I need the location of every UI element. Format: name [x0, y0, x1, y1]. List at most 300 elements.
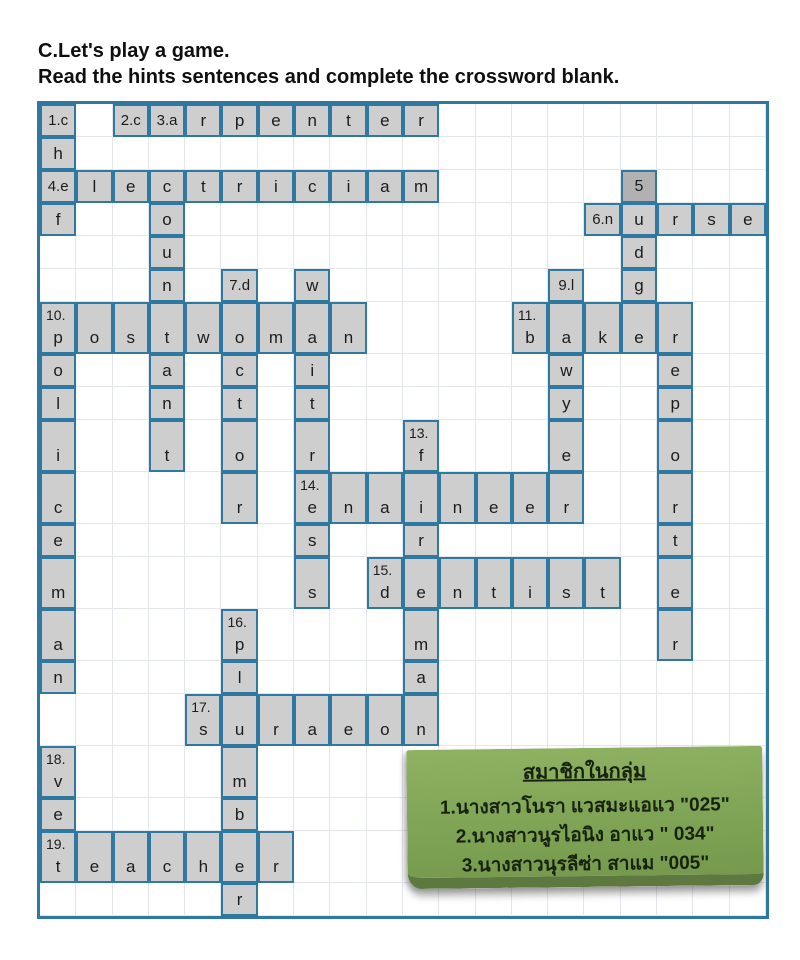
grid-cell-empty — [512, 170, 548, 203]
crossword-cell[interactable] — [221, 104, 257, 137]
crossword-cell[interactable] — [221, 661, 257, 694]
crossword-cell[interactable] — [221, 170, 257, 203]
crossword-cell[interactable] — [221, 746, 257, 798]
crossword-cell[interactable] — [40, 557, 76, 609]
crossword-cell[interactable] — [657, 387, 693, 420]
crossword-cell[interactable] — [221, 694, 257, 746]
grid-cell-empty — [367, 236, 403, 269]
crossword-cell[interactable] — [221, 472, 257, 524]
grid-cell-empty — [221, 236, 257, 269]
cell-letter: f — [418, 446, 424, 465]
cell-letter: t — [672, 531, 678, 550]
crossword-cell[interactable] — [403, 104, 439, 137]
crossword-cell[interactable] — [294, 694, 330, 746]
crossword-cell[interactable] — [512, 472, 548, 524]
crossword-cell[interactable] — [221, 387, 257, 420]
crossword-cell[interactable] — [403, 694, 439, 746]
crossword-cell[interactable] — [185, 694, 221, 746]
crossword-cell[interactable] — [476, 472, 512, 524]
grid-cell-empty — [512, 269, 548, 302]
clue-number: 18. — [46, 751, 66, 767]
grid-cell-empty — [512, 387, 548, 420]
cell-letter: i — [528, 583, 532, 602]
grid-cell-empty — [258, 557, 294, 609]
cell-letter: c — [53, 498, 63, 517]
grid-cell-empty — [258, 269, 294, 302]
grid-cell-empty — [185, 883, 221, 916]
crossword-cell[interactable] — [294, 472, 330, 524]
page-header — [38, 38, 619, 90]
grid-cell-empty — [476, 661, 512, 694]
grid-cell-empty — [621, 694, 657, 746]
cell-letter: a — [307, 328, 317, 347]
crossword-cell[interactable] — [294, 524, 330, 557]
grid-cell-empty — [330, 387, 366, 420]
clue-number-letter: 7.d — [229, 277, 251, 294]
grid-cell-empty — [621, 104, 657, 137]
grid-cell-empty — [76, 137, 112, 170]
crossword-cell[interactable] — [40, 661, 76, 694]
grid-cell-empty — [439, 661, 475, 694]
cell-letter: e — [234, 857, 245, 876]
grid-cell-empty — [113, 354, 149, 387]
grid-cell-empty — [367, 524, 403, 557]
crossword-cell[interactable] — [512, 557, 548, 609]
cell-letter: e — [743, 210, 753, 229]
cell-letter: w — [306, 276, 319, 295]
grid-cell-empty — [76, 798, 112, 831]
grid-cell-empty — [439, 203, 475, 236]
cell-letter: n — [162, 276, 172, 295]
grid-cell-empty — [76, 746, 112, 798]
grid-cell-empty — [113, 694, 149, 746]
grid-cell-empty — [367, 203, 403, 236]
crossword-cell[interactable] — [113, 104, 149, 137]
crossword-cell[interactable] — [439, 557, 475, 609]
crossword-cell[interactable] — [548, 420, 584, 472]
crossword-cell[interactable] — [294, 302, 330, 354]
grid-cell-empty — [693, 354, 729, 387]
cell-letter: r — [236, 890, 243, 909]
cell-letter: t — [164, 446, 170, 465]
grid-cell-empty — [476, 203, 512, 236]
grid-cell-empty — [258, 883, 294, 916]
crossword-cell[interactable] — [584, 302, 620, 354]
crossword-cell[interactable] — [367, 170, 403, 203]
clue-number: 5 — [634, 177, 644, 195]
cell-letter: w — [560, 361, 573, 380]
grid-cell-empty — [512, 137, 548, 170]
crossword-cell[interactable] — [548, 387, 584, 420]
cell-letter: w — [197, 328, 210, 347]
grid-cell-empty — [584, 354, 620, 387]
grid-cell-empty — [330, 798, 366, 831]
grid-cell-empty — [548, 661, 584, 694]
crossword-cell[interactable] — [185, 170, 221, 203]
cell-letter: s — [562, 583, 571, 602]
grid-cell-empty — [330, 609, 366, 661]
grid-cell-empty — [693, 661, 729, 694]
cell-letter: m — [51, 583, 66, 602]
crossword-cell[interactable] — [113, 302, 149, 354]
crossword-cell[interactable] — [657, 557, 693, 609]
grid-cell-empty — [258, 746, 294, 798]
grid-cell-empty — [294, 236, 330, 269]
cell-letter: l — [92, 177, 97, 196]
crossword-cell[interactable] — [221, 609, 257, 661]
grid-cell-empty — [657, 104, 693, 137]
clue-number: 13. — [408, 425, 429, 441]
grid-cell-empty — [512, 354, 548, 387]
clue-number: 10. — [46, 307, 66, 323]
crossword-cell[interactable] — [76, 831, 112, 883]
crossword-cell[interactable] — [367, 472, 403, 524]
clue-number: 16. — [227, 614, 247, 630]
crossword-cell[interactable] — [185, 302, 221, 354]
grid-cell-empty — [40, 236, 76, 269]
grid-cell-empty — [548, 694, 584, 746]
crossword-cell[interactable] — [40, 746, 76, 798]
grid-cell-empty — [730, 354, 766, 387]
crossword-cell[interactable] — [621, 203, 657, 236]
crossword-cell[interactable] — [403, 472, 439, 524]
crossword-cell[interactable] — [621, 236, 657, 269]
grid-cell-empty — [76, 609, 112, 661]
cell-letter: s — [707, 210, 716, 229]
cell-letter: p — [234, 635, 245, 654]
grid-cell-empty — [113, 269, 149, 302]
crossword-cell[interactable] — [657, 420, 693, 472]
crossword-cell[interactable] — [76, 170, 112, 203]
crossword-cell[interactable] — [330, 302, 366, 354]
grid-cell-empty — [730, 387, 766, 420]
crossword-cell[interactable] — [621, 269, 657, 302]
grid-cell-empty — [403, 137, 439, 170]
crossword-cell[interactable] — [40, 170, 76, 203]
crossword-cell[interactable] — [294, 387, 330, 420]
grid-cell-empty — [584, 524, 620, 557]
crossword-cell[interactable] — [258, 694, 294, 746]
grid-cell-empty — [657, 236, 693, 269]
grid-cell-empty — [476, 269, 512, 302]
crossword-cell[interactable] — [221, 420, 257, 472]
grid-cell-empty — [185, 236, 221, 269]
crossword-cell[interactable] — [403, 170, 439, 203]
cell-letter: e — [561, 446, 572, 465]
crossword-cell[interactable] — [40, 798, 76, 831]
grid-cell-empty — [693, 170, 729, 203]
crossword-cell[interactable] — [294, 557, 330, 609]
cell-letter: r — [418, 111, 424, 130]
cell-letter: n — [162, 394, 172, 413]
crossword-cell[interactable] — [548, 557, 584, 609]
grid-cell-empty — [730, 557, 766, 609]
grid-cell-empty — [40, 269, 76, 302]
grid-cell-empty — [584, 694, 620, 746]
crossword-cell[interactable] — [584, 557, 620, 609]
cell-letter: a — [380, 177, 390, 196]
cell-letter: n — [343, 498, 354, 517]
crossword-cell[interactable] — [185, 831, 221, 883]
grid-cell-empty — [221, 524, 257, 557]
grid-cell-empty — [149, 883, 185, 916]
cell-letter: r — [672, 210, 679, 229]
cell-letter: r — [672, 498, 679, 517]
cell-letter: e — [380, 111, 390, 130]
grid-cell-empty — [439, 137, 475, 170]
grid-cell-empty — [693, 557, 729, 609]
cell-letter: m — [268, 328, 284, 347]
crossword-cell[interactable] — [258, 831, 294, 883]
grid-cell-empty — [621, 137, 657, 170]
crossword-cell[interactable] — [221, 798, 257, 831]
crossword-cell[interactable] — [730, 203, 766, 236]
cell-letter: v — [53, 772, 63, 791]
crossword-cell[interactable] — [149, 302, 185, 354]
crossword-cell[interactable] — [439, 472, 475, 524]
grid-cell-empty — [548, 609, 584, 661]
grid-cell-empty — [185, 354, 221, 387]
grid-cell-empty — [149, 609, 185, 661]
cell-letter: e — [53, 805, 63, 824]
crossword-cell[interactable] — [113, 170, 149, 203]
crossword-cell[interactable] — [258, 170, 294, 203]
crossword-cell[interactable] — [294, 269, 330, 302]
cell-letter: r — [309, 446, 316, 465]
grid-cell-empty — [294, 609, 330, 661]
grid-cell-empty — [294, 831, 330, 883]
grid-cell-empty — [512, 661, 548, 694]
grid-cell-empty — [330, 524, 366, 557]
crossword-cell[interactable] — [403, 420, 439, 472]
grid-cell-empty — [439, 302, 475, 354]
crossword-cell[interactable] — [40, 104, 76, 137]
crossword-cell[interactable] — [40, 354, 76, 387]
cell-letter: e — [343, 720, 354, 739]
grid-cell-empty — [693, 524, 729, 557]
crossword-cell[interactable] — [330, 170, 366, 203]
cell-letter: a — [307, 720, 317, 739]
grid-cell-empty — [113, 472, 149, 524]
crossword-cell[interactable] — [657, 472, 693, 524]
crossword-cell[interactable] — [330, 472, 366, 524]
grid-cell-empty — [149, 524, 185, 557]
grid-cell-empty — [258, 236, 294, 269]
grid-cell-empty — [584, 269, 620, 302]
grid-cell-empty — [584, 661, 620, 694]
crossword-cell[interactable] — [40, 203, 76, 236]
grid-cell-empty — [439, 694, 475, 746]
crossword-cell[interactable] — [149, 420, 185, 472]
grid-cell-empty — [367, 354, 403, 387]
crossword-cell[interactable] — [330, 694, 366, 746]
crossword-cell[interactable] — [258, 104, 294, 137]
grid-cell-empty — [476, 420, 512, 472]
crossword-cell[interactable] — [40, 302, 76, 354]
crossword-cell[interactable] — [657, 524, 693, 557]
crossword-cell[interactable] — [221, 302, 257, 354]
cell-letter: e — [416, 583, 426, 602]
crossword-cell[interactable] — [403, 557, 439, 609]
grid-cell-empty — [403, 236, 439, 269]
crossword-cell[interactable] — [548, 269, 584, 302]
grid-cell-empty — [730, 472, 766, 524]
cell-letter: r — [273, 857, 279, 876]
grid-cell-empty — [294, 137, 330, 170]
crossword-cell[interactable] — [40, 831, 76, 883]
crossword-cell[interactable] — [403, 524, 439, 557]
grid-cell-empty — [621, 354, 657, 387]
grid-cell-empty — [76, 472, 112, 524]
grid-cell-empty — [584, 137, 620, 170]
crossword-cell[interactable] — [367, 694, 403, 746]
cell-letter: d — [634, 243, 644, 262]
crossword-cell[interactable] — [294, 420, 330, 472]
crossword-cell[interactable] — [149, 354, 185, 387]
grid-cell-empty — [548, 170, 584, 203]
crossword-cell[interactable] — [294, 170, 330, 203]
clue-number: 17. — [191, 699, 211, 715]
cell-letter: m — [414, 177, 429, 196]
member-line-1: 1.นางสาวโนรา แวสมะแอแว "025" — [439, 794, 730, 819]
crossword-cell[interactable] — [621, 302, 657, 354]
crossword-cell[interactable] — [548, 472, 584, 524]
crossword-cell[interactable] — [76, 302, 112, 354]
crossword-cell[interactable] — [657, 203, 693, 236]
grid-cell-empty — [621, 472, 657, 524]
grid-cell-empty — [584, 170, 620, 203]
cell-letter: a — [380, 498, 390, 517]
grid-cell-empty — [258, 609, 294, 661]
grid-cell-empty — [512, 203, 548, 236]
grid-cell-empty — [113, 387, 149, 420]
cell-letter: b — [525, 328, 535, 347]
cell-letter: a — [561, 328, 572, 347]
cell-letter: l — [56, 394, 61, 413]
crossword-cell[interactable] — [149, 236, 185, 269]
grid-cell-empty — [439, 524, 475, 557]
grid-cell-empty — [548, 203, 584, 236]
crossword-cell[interactable] — [258, 302, 294, 354]
grid-cell-empty — [621, 524, 657, 557]
crossword-cell[interactable] — [476, 557, 512, 609]
crossword-cell[interactable] — [330, 104, 366, 137]
crossword-cell[interactable] — [149, 170, 185, 203]
crossword-cell[interactable] — [40, 387, 76, 420]
grid-cell-empty — [113, 524, 149, 557]
cell-letter: o — [89, 328, 100, 347]
cell-letter: i — [419, 498, 424, 517]
grid-cell-empty — [657, 137, 693, 170]
crossword-cell[interactable] — [294, 104, 330, 137]
cell-letter: e — [307, 498, 317, 517]
grid-cell-empty — [730, 420, 766, 472]
crossword-cell[interactable] — [40, 472, 76, 524]
grid-cell-empty — [367, 609, 403, 661]
grid-cell-empty — [367, 831, 403, 883]
grid-cell-empty — [657, 694, 693, 746]
crossword-cell[interactable] — [149, 387, 185, 420]
crossword-cell[interactable] — [149, 831, 185, 883]
crossword-cell[interactable] — [221, 269, 257, 302]
crossword-cell[interactable] — [185, 104, 221, 137]
grid-cell-empty — [76, 387, 112, 420]
crossword-cell[interactable] — [621, 170, 657, 203]
crossword-cell[interactable] — [403, 661, 439, 694]
crossword-cell[interactable] — [403, 609, 439, 661]
crossword-cell[interactable] — [584, 203, 620, 236]
grid-cell-empty — [730, 302, 766, 354]
grid-cell-empty — [548, 137, 584, 170]
crossword-cell[interactable] — [221, 354, 257, 387]
crossword-cell[interactable] — [40, 609, 76, 661]
crossword-cell[interactable] — [548, 354, 584, 387]
crossword-cell[interactable] — [657, 609, 693, 661]
cell-letter: m — [232, 772, 247, 791]
crossword-cell[interactable] — [221, 883, 257, 916]
grid-cell-empty — [294, 203, 330, 236]
grid-cell-empty — [149, 661, 185, 694]
crossword-cell[interactable] — [149, 203, 185, 236]
cell-letter: a — [126, 857, 136, 876]
crossword-cell[interactable] — [40, 524, 76, 557]
cell-letter: o — [670, 446, 680, 465]
crossword-cell[interactable] — [512, 302, 548, 354]
cell-letter: a — [53, 635, 63, 654]
grid-cell-empty — [730, 269, 766, 302]
cell-letter: s — [307, 531, 317, 550]
crossword-cell[interactable] — [149, 269, 185, 302]
cell-letter: t — [200, 177, 206, 196]
crossword-cell[interactable] — [294, 354, 330, 387]
grid-cell-empty — [185, 746, 221, 798]
cell-letter: n — [452, 583, 463, 602]
crossword-cell[interactable] — [367, 104, 403, 137]
crossword-cell[interactable] — [113, 831, 149, 883]
cell-letter: g — [634, 276, 644, 295]
crossword-cell[interactable] — [40, 137, 76, 170]
grid-cell-empty — [730, 661, 766, 694]
grid-cell-empty — [258, 354, 294, 387]
cell-letter: o — [234, 328, 245, 347]
page-title-line1: C.Let's play a game. — [38, 40, 230, 62]
cell-letter: e — [89, 857, 100, 876]
grid-cell-empty — [185, 203, 221, 236]
cell-letter: p — [234, 111, 245, 130]
cell-letter: r — [672, 635, 679, 654]
grid-cell-empty — [476, 137, 512, 170]
cell-letter: n — [452, 498, 463, 517]
crossword-cell[interactable] — [548, 302, 584, 354]
cell-letter: n — [343, 328, 354, 347]
crossword-cell[interactable] — [657, 302, 693, 354]
grid-cell-empty — [76, 236, 112, 269]
crossword-cell[interactable] — [367, 557, 403, 609]
grid-cell-empty — [258, 798, 294, 831]
grid-cell-empty — [330, 420, 366, 472]
clue-number-letter: 9.l — [558, 277, 575, 294]
crossword-cell[interactable] — [657, 354, 693, 387]
grid-cell-empty — [76, 354, 112, 387]
crossword-cell[interactable] — [149, 104, 185, 137]
grid-cell-empty — [693, 472, 729, 524]
grid-cell-empty — [476, 236, 512, 269]
crossword-cell[interactable] — [693, 203, 729, 236]
grid-cell-empty — [476, 609, 512, 661]
grid-cell-empty — [330, 269, 366, 302]
crossword-cell[interactable] — [221, 831, 257, 883]
crossword-cell[interactable] — [40, 420, 76, 472]
